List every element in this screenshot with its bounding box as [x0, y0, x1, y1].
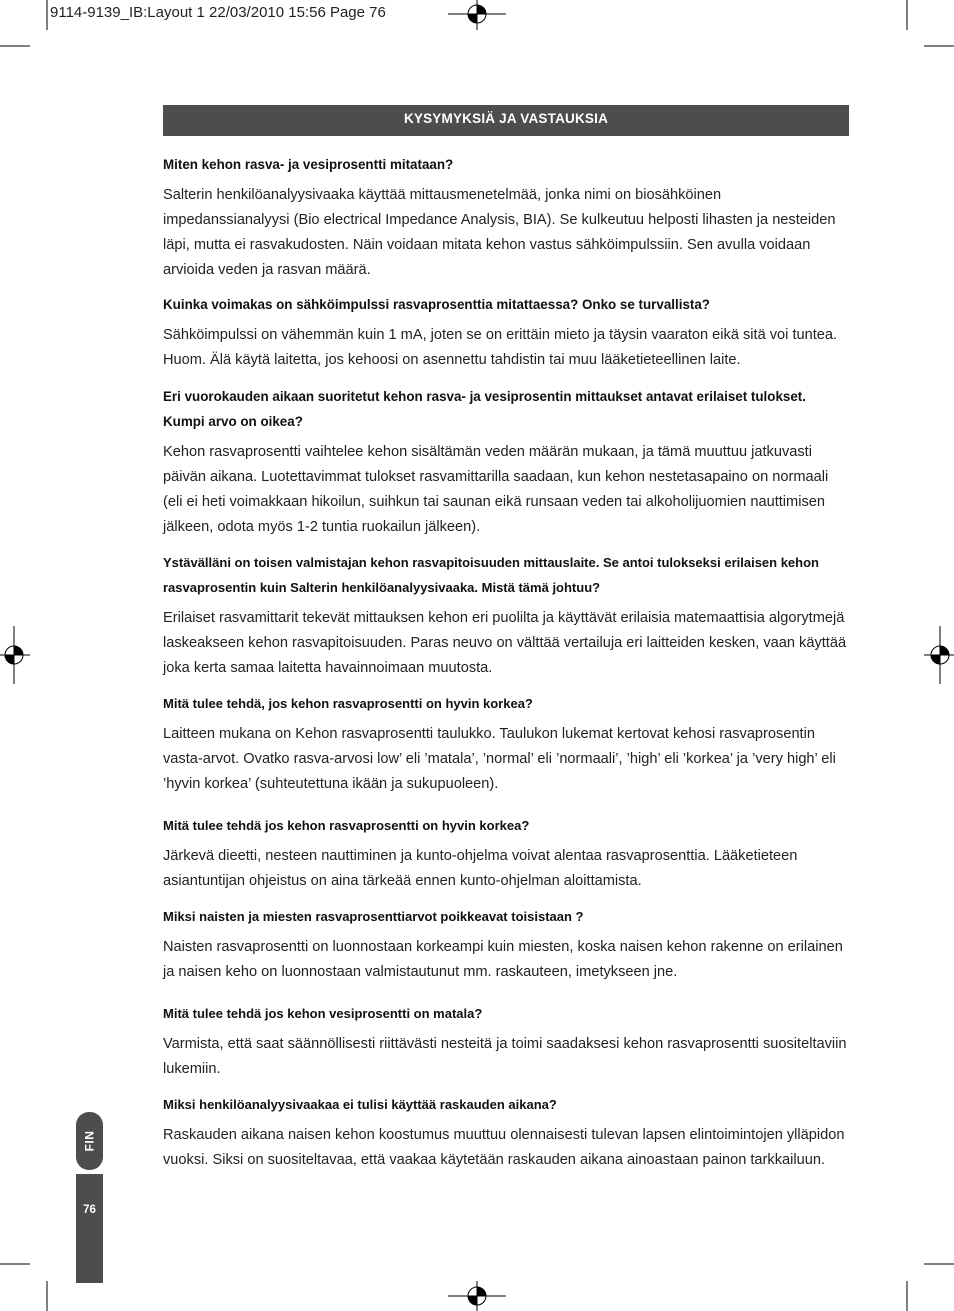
qa-item [163, 691, 851, 797]
answer: Naisten rasvaprosentti on luonnostaan korkeampi kuin miesten, koska naisen kehon rakenne on erilainen ja naisen keho on luonnostaan valmistautunut mm. raskauteen, imetykseen jne. [163, 939, 843, 980]
question: Miksi henkilöanalyysivaakaa ei tulisi käyttää raskauden aikana? [163, 1097, 557, 1112]
page-number-block [76, 1174, 103, 1283]
language-label: FIN [82, 1130, 97, 1152]
question: Kuinka voimakas on sähköimpulssi rasvaprosenttia mitattaessa? Onko se turvallista? [163, 297, 710, 312]
answer: Salterin henkilöanalyysivaaka käyttää mittausmenetelmää, jonka nimi on biosähköinen impedanssianalyysi (Bio electrical Impedance Analysis, BIA). Se kulkeutuu helposti lihasten ja nesteiden läpi, mutta ei rasvakudosten. Näin voidaan mitata kehon vastus sähköimpulssiin. Sen avulla voidaan arvioida veden ja rasvan määrä. [163, 187, 836, 278]
question: Mitä tulee tehdä jos kehon vesiprosentti on matala? [163, 1006, 483, 1021]
answer: Varmista, että saat säännöllisesti riittävästi nesteitä ja toimi saadaksesi kehon rasvaprosentti suositeltaviin lukemiin. [163, 1036, 847, 1077]
qa-list [163, 152, 851, 1173]
answer: Kehon rasvaprosentti vaihtelee kehon sisältämän veden määrän mukaan, ja tämä muuttuu jatkuvasti päivän aikana. Luotettavimmat tulokset rasvamittarilla saadaan, kun kehon nestetasapaino on normaali (eli ei heti voimakkaan hikoilun, suihkun tai saunan eikä runsaan veden tai alkoholijuomien nauttimisen jälkeen, odota myös 1-2 tuntia ruokailun jälkeen). [163, 444, 829, 535]
print-slug: 9114-9139_IB:Layout 1 22/03/2010 15:56 Page 76 [50, 4, 386, 21]
qa-item [163, 1001, 851, 1082]
question: Mitä tulee tehdä, jos kehon rasvaprosentti on hyvin korkea? [163, 696, 533, 711]
question: Miten kehon rasva- ja vesiprosentti mitataan? [163, 157, 454, 172]
answer: Laitteen mukana on Kehon rasvaprosentti taulukko. Taulukon lukemat kertovat kehosi rasvaprosentin vasta-arvot. Ovatko rasva-arvosi low’ eli ’matala’, ’normal’ eli ’normaali’, ’high’ eli ’korkea’ ja ’very high’ eli ’hyvin korkea’ (suhteutettuna ikään ja sukupuoleen). [163, 726, 836, 792]
qa-item [163, 292, 851, 373]
answer: Sähköimpulssi on vähemmän kuin 1 mA, joten se on erittäin mieto ja täysin vaaraton eikä sitä voi tuntea. Huom. Älä käytä laitetta, jos kehoosi on asennettu tahdistin tai muu lääketieteellinen laite. [163, 327, 838, 368]
side-tab [76, 1112, 103, 1283]
qa-item [163, 1092, 851, 1173]
qa-item [163, 384, 851, 540]
page-number: 76 [83, 1204, 96, 1216]
question: Ystävälläni on toisen valmistajan kehon rasvapitoisuuden mittauslaite. Se antoi tulokseksi erilaisen kehon rasvaprosentin kuin Salterin henkilöanalyysivaaka. Mistä tämä johtuu? [163, 555, 819, 595]
qa-item [163, 904, 851, 985]
answer: Raskauden aikana naisen kehon koostumus muuttuu olennaisesti tulevan lapsen elintoimintojen ylläpidon vuoksi. Siksi on suositeltavaa, että vaakaa käytetään raskauden aikana ainoastaan painon tarkkailuun. [163, 1127, 845, 1168]
qa-item [163, 550, 851, 681]
section-title: KYSYMYKSIÄ JA VASTAUKSIA [163, 105, 849, 136]
answer: Erilaiset rasvamittarit tekevät mittauksen kehon eri puolilta ja käyttävät erilaisia matemaattisia algorytmejä laskeakseen kehon rasvapitoisuuden. Paras neuvo on välttää vertailuja eri laitteiden kesken, vaan käyttää joka kerta samaa laitetta havainnoimaan muutosta. [163, 610, 847, 676]
answer: Järkevä dieetti, nesteen nauttiminen ja kunto-ohjelma voivat alentaa rasvaprosenttia. Lääketieteen asiantuntijan ohjeistus on aina tärkeää ennen kunto-ohjelman aloittamista. [163, 848, 798, 889]
question: Mitä tulee tehdä jos kehon rasvaprosentti on hyvin korkea? [163, 818, 530, 833]
question: Miksi naisten ja miesten rasvaprosenttiarvot poikkeavat toisistaan ? [163, 909, 584, 924]
question: Eri vuorokauden aikaan suoritetut kehon rasva- ja vesiprosentin mittaukset antavat erilaiset tulokset. Kumpi arvo on oikea? [163, 389, 806, 429]
qa-item [163, 152, 851, 283]
qa-item [163, 813, 851, 894]
